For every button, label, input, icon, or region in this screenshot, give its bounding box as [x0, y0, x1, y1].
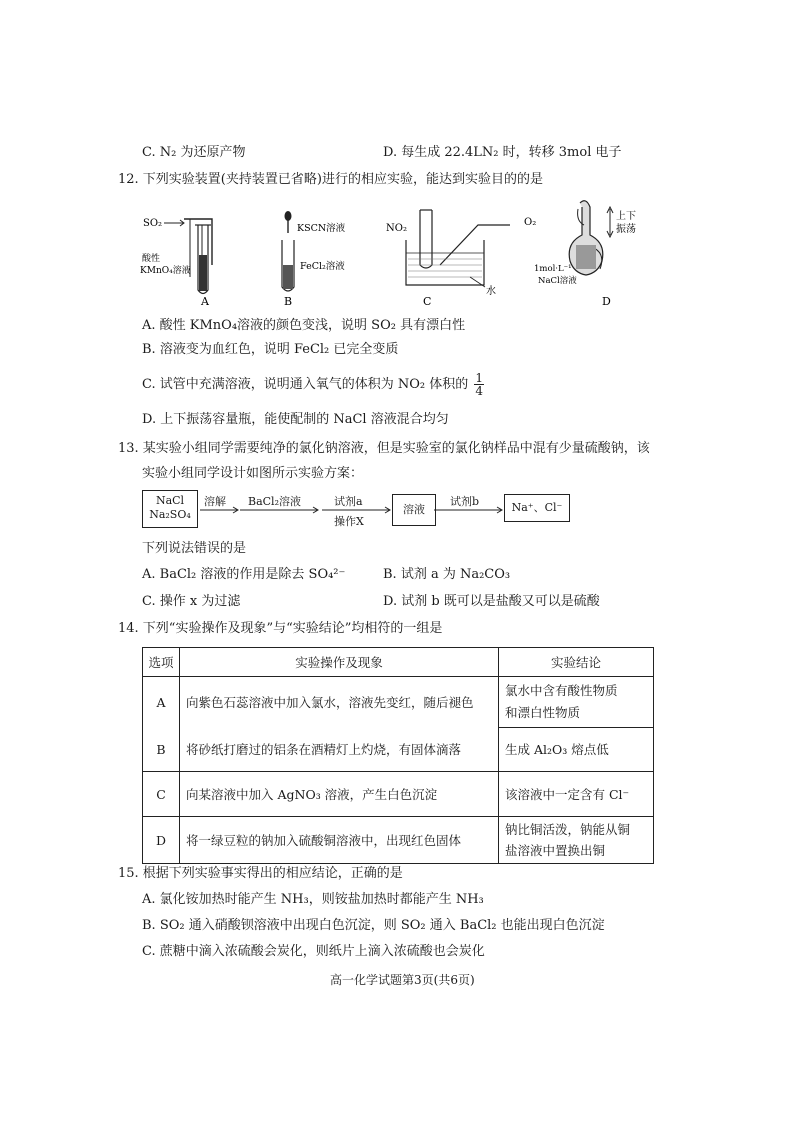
flow-step-reagent-b: 试剂b	[450, 495, 480, 508]
row-operation: 向某溶液中加入 AgNO₃ 溶液，产生白色沉淀	[180, 772, 499, 817]
table-row	[143, 817, 654, 864]
q13-option-c: C. 操作 x 为过滤	[142, 594, 241, 609]
q12-option-b: B. 溶液变为血红色，说明 FeCl₂ 已完全变质	[142, 342, 399, 357]
flow-step-operation-x: 操作X	[334, 515, 364, 528]
experiment-table	[142, 647, 654, 864]
fraction-numerator: 1	[475, 371, 484, 385]
header-operation: 实验操作及现象	[180, 648, 499, 677]
a-so2-label: SO₂	[143, 218, 163, 229]
row-option: B	[143, 727, 180, 772]
q12-stem: 12. 下列实验装置(夹持装置已省略)进行的相应实验，能达到实验目的的是	[118, 172, 543, 187]
fraction	[474, 372, 484, 397]
d-nacl-label: NaCl溶液	[538, 276, 577, 286]
c-water-label: 水	[486, 286, 496, 297]
flow-box-sample-line2: Na₂SO₄	[149, 508, 191, 521]
row-option: A	[143, 677, 180, 728]
apparatus-c	[386, 210, 536, 308]
q13-option-a: A. BaCl₂ 溶液的作用是除去 SO₄²⁻	[142, 567, 346, 582]
d-label: D	[602, 295, 611, 308]
flow-box-product	[504, 494, 570, 522]
row-operation: 向紫色石蕊溶液中加入氯水，溶液先变红，随后褪色	[180, 677, 499, 728]
q15-stem: 15. 根据下列实验事实得出的相应结论，正确的是	[118, 866, 403, 881]
table-header-row	[143, 648, 654, 677]
row-operation: 将一绿豆粒的钠加入硫酸铜溶液中，出现红色固体	[180, 817, 499, 864]
flow-box-sample-line1: NaCl	[155, 494, 185, 507]
row-conclusion: 该溶液中一定含有 Cl⁻	[499, 772, 654, 817]
q15-option-a: A. 氯化铵加热时能产生 NH₃，则铵盐加热时都能产生 NH₃	[142, 892, 484, 907]
row-conclusion-line2: 和漂白性物质	[505, 704, 581, 720]
apparatus-b	[282, 211, 346, 308]
flow-step-dissolve: 溶解	[204, 495, 226, 508]
apparatus-d	[534, 201, 636, 308]
c-o2-label: O₂	[524, 217, 537, 228]
d-shake-label-1: 上下	[616, 211, 636, 222]
flow-arrows	[198, 500, 508, 520]
row-conclusion: 生成 Al₂O₃ 熔点低	[499, 727, 654, 772]
row-option: C	[143, 772, 180, 817]
a-reagent-label-2: KMnO₄溶液	[140, 266, 191, 276]
q12-option-c-text: C. 试管中充满溶液，说明通入氧气的体积为 NO₂ 体积的	[142, 377, 469, 392]
c-no2-label: NO₂	[386, 223, 407, 234]
row-option: D	[143, 817, 180, 864]
q12-apparatus-figure	[140, 195, 640, 310]
q15-option-c: C. 蔗糖中滴入浓硫酸会炭化，则纸片上滴入浓硫酸也会炭化	[142, 944, 485, 959]
q14-stem: 14. 下列“实验操作及现象”与“实验结论”均相符的一组是	[118, 621, 443, 636]
row-conclusion	[499, 677, 654, 728]
row-operation: 将砂纸打磨过的铝条在酒精灯上灼烧，有固体滴落	[180, 727, 499, 772]
table-row	[143, 677, 654, 728]
fraction-denominator: 4	[475, 384, 484, 398]
apparatus-a	[140, 218, 212, 308]
q11-option-c: C. N₂ 为还原产物	[142, 145, 246, 160]
q15-option-b: B. SO₂ 通入硝酸钡溶液中出现白色沉淀，则 SO₂ 通入 BaCl₂ 也能出现白色沉淀	[142, 918, 605, 933]
row-conclusion	[499, 817, 654, 864]
b-label: B	[284, 295, 293, 308]
flow-box-solution-label: 溶液	[403, 503, 425, 516]
flow-box-sample	[142, 490, 198, 528]
d-conc-label: 1mol·L⁻¹	[534, 264, 572, 274]
table-row	[143, 727, 654, 772]
row-conclusion-line2: 盐溶液中置换出铜	[505, 843, 606, 858]
page-footer: 高一化学试题第3页(共6页)	[330, 973, 475, 987]
header-conclusion: 实验结论	[499, 648, 654, 677]
a-reagent-label-1: 酸性	[142, 254, 161, 264]
d-shake-label-2: 振荡	[616, 224, 636, 235]
flow-step-bacl2: BaCl₂溶液	[248, 495, 301, 508]
q12-option-a: A. 酸性 KMnO₄溶液的颜色变浅，说明 SO₂ 具有漂白性	[142, 318, 466, 333]
c-label: C	[423, 295, 432, 308]
row-conclusion-line1: 氯水中含有酸性物质	[505, 682, 618, 698]
q13-option-d: D. 试剂 b 既可以是盐酸又可以是硫酸	[383, 594, 600, 609]
a-label: A	[201, 295, 209, 308]
q13-question: 下列说法错误的是	[142, 541, 247, 556]
q12-option-c	[142, 372, 484, 397]
b-kscn-label: KSCN溶液	[297, 223, 346, 234]
table-row	[143, 772, 654, 817]
row-conclusion-line1: 钠比铜活泼，钠能从铜	[505, 822, 631, 837]
flow-step-reagent-a: 试剂a	[334, 495, 363, 508]
flow-box-product-label: Na⁺、Cl⁻	[511, 501, 563, 514]
b-fecl-label: FeCl₂溶液	[300, 261, 345, 272]
q13-stem-line1: 13. 某实验小组同学需要纯净的氯化钠溶液，但是实验室的氯化钠样品中混有少量硫酸钠，该	[118, 441, 650, 456]
header-option: 选项	[143, 648, 180, 677]
q13-option-b: B. 试剂 a 为 Na₂CO₃	[383, 567, 511, 582]
q13-stem-line2: 实验小组同学设计如图所示实验方案：	[142, 466, 364, 481]
q11-option-d: D. 每生成 22.4LN₂ 时，转移 3mol 电子	[383, 145, 622, 160]
q12-option-d: D. 上下振荡容量瓶，能使配制的 NaCl 溶液混合均匀	[142, 412, 449, 427]
